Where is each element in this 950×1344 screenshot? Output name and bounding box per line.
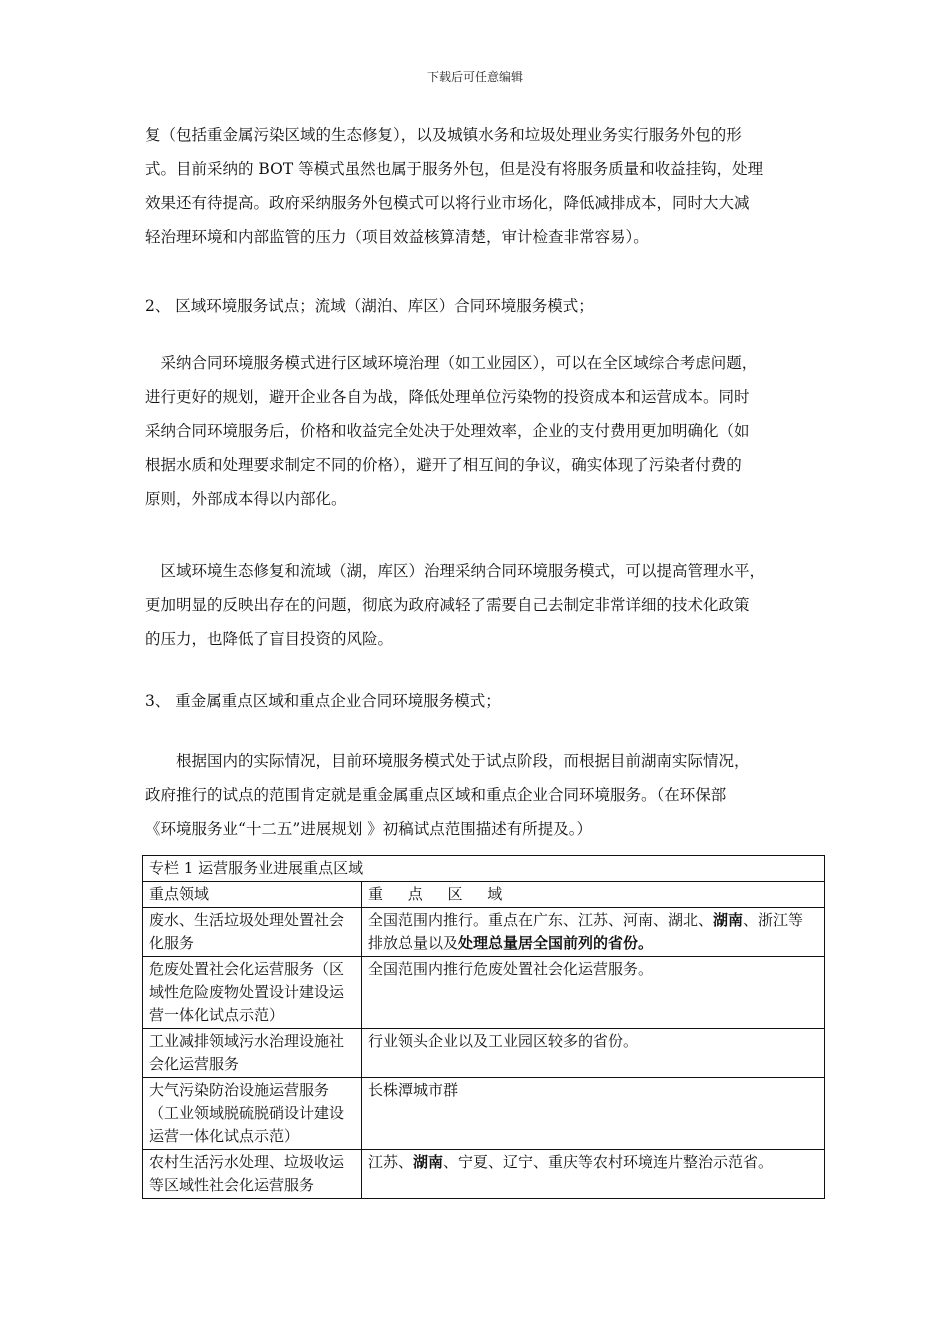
table-header-row bbox=[143, 882, 825, 908]
region-cell: 长株潭城市群 bbox=[362, 1078, 825, 1150]
table-row bbox=[143, 1078, 825, 1150]
field-cell: 工业减排领域污水治理设施社会化运营服务 bbox=[143, 1029, 362, 1078]
region-highlight: 湖南 bbox=[713, 911, 744, 929]
region-cell bbox=[362, 908, 825, 957]
text-line: 原则，外部成本得以内部化。 bbox=[145, 490, 347, 508]
page-header-note: 下载后可任意编辑 bbox=[426, 70, 523, 84]
region-highlight: 湖南 bbox=[413, 1153, 444, 1171]
text-line: 政府推行的试点的范围肯定就是重金属重点区域和重点企业合同环境服务。（在环保部 bbox=[145, 786, 727, 804]
region-text: 江苏、 bbox=[368, 1153, 414, 1171]
text-line: 更加明显的反映出存在的问题，彻底为政府减轻了需要自己去制定非常详细的技术化政策 bbox=[145, 596, 750, 614]
region-text: 全国范围内推行。重点在广东、江苏、河南、湖北、 bbox=[368, 911, 714, 929]
table-row bbox=[143, 1029, 825, 1078]
region-cell bbox=[362, 1150, 825, 1199]
text-line: 根据水质和处理要求制定不同的价格），避开了相互间的争议，确实体现了污染者付费的 bbox=[145, 456, 742, 474]
table-row bbox=[143, 1150, 825, 1199]
header-focus-region: 重 点 区 域 bbox=[362, 882, 825, 908]
header-focus-field: 重点领域 bbox=[143, 882, 362, 908]
table-caption-row bbox=[143, 856, 825, 882]
text-line: 根据国内的实际情况，目前环境服务模式处于试点阶段，而根据目前湖南实际情况， bbox=[145, 752, 750, 770]
focus-regions-table bbox=[142, 855, 825, 1199]
region-highlight: 处理总量居全国前列的省份。 bbox=[458, 934, 654, 952]
text-line: 复（包括重金属污染区域的生态修复），以及城镇水务和垃圾处理业务实行服务外包的形 bbox=[145, 126, 742, 144]
text-line: 采纳合同环境服务后，价格和收益完全处决于处理效率，企业的支付费用更加明确化（如 bbox=[145, 422, 750, 440]
text-line: 区域环境生态修复和流域（湖，库区）治理采纳合同环境服务模式，可以提高管理水平， bbox=[145, 562, 766, 580]
field-cell: 大气污染防治设施运营服务（工业领域脱硫脱硝设计建设运营一体化试点示范） bbox=[143, 1078, 362, 1150]
text-line: 的压力，也降低了盲目投资的风险。 bbox=[145, 630, 394, 648]
table-caption: 专栏 1 运营服务业进展重点区域 bbox=[143, 856, 825, 882]
section-heading-3: 3、 重金属重点区域和重点企业合同环境服务模式； bbox=[145, 692, 501, 710]
field-cell: 危废处置社会化运营服务（区域性危险废物处置设计建设运营一体化试点示范） bbox=[143, 957, 362, 1029]
paragraph-regional-service bbox=[145, 346, 825, 516]
text-line: 轻治理环境和内部监管的压力（项目效益核算清楚，审计检查非常容易）。 bbox=[145, 228, 649, 246]
text-line: 进行更好的规划，避开企业各自为战，降低处理单位污染物的投资成本和运营成本。同时 bbox=[145, 388, 750, 406]
region-text: 、宁夏、辽宁、重庆等农村环境连片整治示范省。 bbox=[443, 1153, 774, 1171]
text-line: 效果还有待提高。政府采纳服务外包模式可以将行业市场化，降低减排成本，同时大大减 bbox=[145, 194, 750, 212]
text-line: 《环境服务业“十二五”进展规划 》初稿试点范围描述有所提及。） bbox=[145, 820, 593, 838]
field-cell: 废水、生活垃圾处理处置社会化服务 bbox=[143, 908, 362, 957]
region-text: 、浙江等排放总量以及 bbox=[368, 911, 804, 952]
paragraph-service-outsourcing bbox=[145, 118, 825, 254]
table-row bbox=[143, 908, 825, 957]
text-line: 采纳合同环境服务模式进行区域环境治理（如工业园区），可以在全区域综合考虑问题， bbox=[145, 354, 758, 372]
field-cell: 农村生活污水处理、垃圾收运等区域性社会化运营服务 bbox=[143, 1150, 362, 1199]
table-row bbox=[143, 957, 825, 1029]
region-cell: 行业领头企业以及工业园区较多的省份。 bbox=[362, 1029, 825, 1078]
text-line: 式。目前采纳的 BOT 等模式虽然也属于服务外包，但是没有将服务质量和收益挂钩，处理 bbox=[145, 160, 764, 178]
paragraph-pilot-scope bbox=[145, 744, 825, 846]
region-cell: 全国范围内推行危废处置社会化运营服务。 bbox=[362, 957, 825, 1029]
section-heading-2: 2、 区域环境服务试点；流域（湖泊、库区）合同环境服务模式； bbox=[145, 297, 594, 315]
paragraph-ecological-restoration bbox=[145, 554, 825, 656]
